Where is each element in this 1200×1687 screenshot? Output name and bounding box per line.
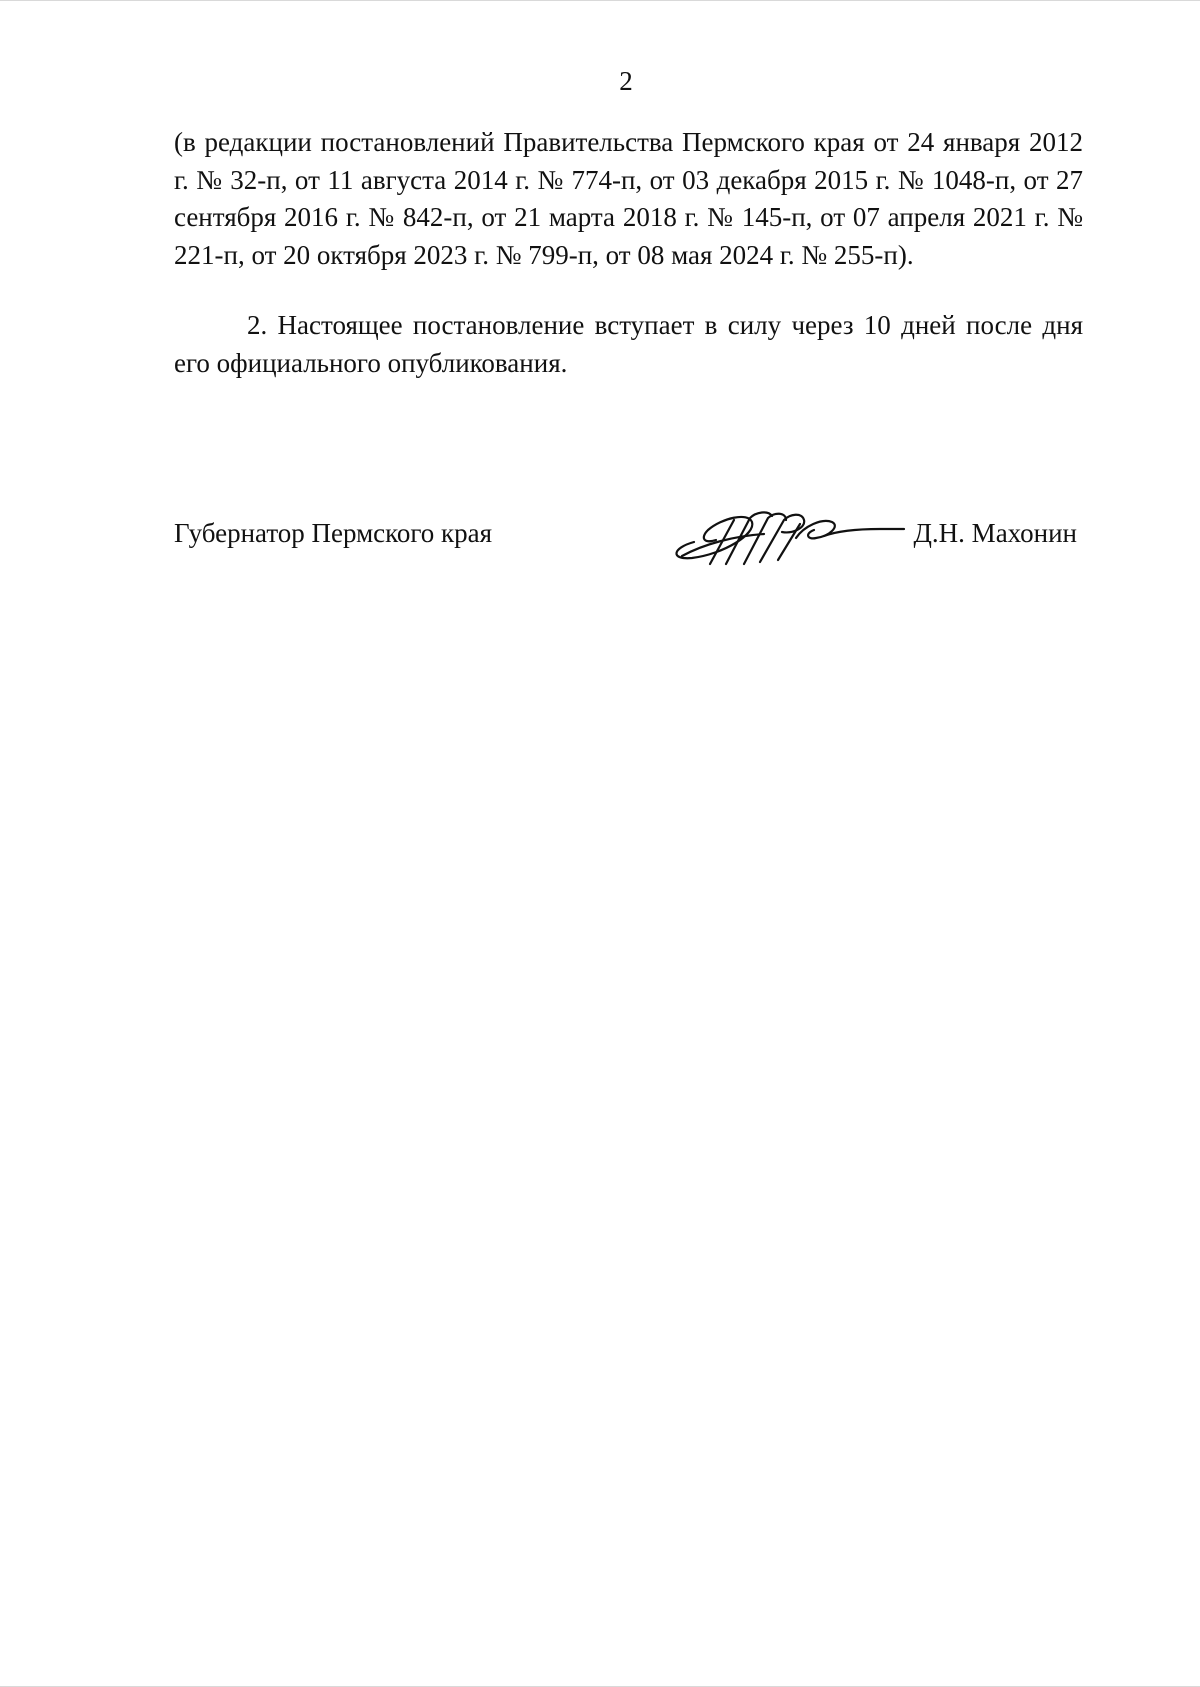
effective-date-paragraph: 2. Настоящее постановление вступает в силу через 10 дней после дня его официального опубликования.: [174, 310, 1083, 378]
handwritten-signature-icon: [664, 504, 914, 568]
scan-top-edge: [0, 0, 1200, 1]
amendment-history-text: (в редакции постановлений Правительства Пермского края от 24 января 2012 г. № 32-п, от 11 августа 2014 г. № 774-п, от 03 декабря 2015 г. № 1048-п, от 27 сентября 2016 г. № 842-п, от 21 марта 2018 г. № 145-п, от 07 апреля 2021 г. № 221-п, от 20 октября 2023 г. № 799-п, от 08 мая 2024 г. № 255-п).: [174, 127, 1083, 270]
signatory-name: Д.Н. Махонин: [913, 518, 1077, 548]
page-number: 2: [619, 66, 633, 96]
signature-block: [174, 512, 1083, 572]
signatory-position: Губернатор Пермского края: [174, 518, 493, 548]
